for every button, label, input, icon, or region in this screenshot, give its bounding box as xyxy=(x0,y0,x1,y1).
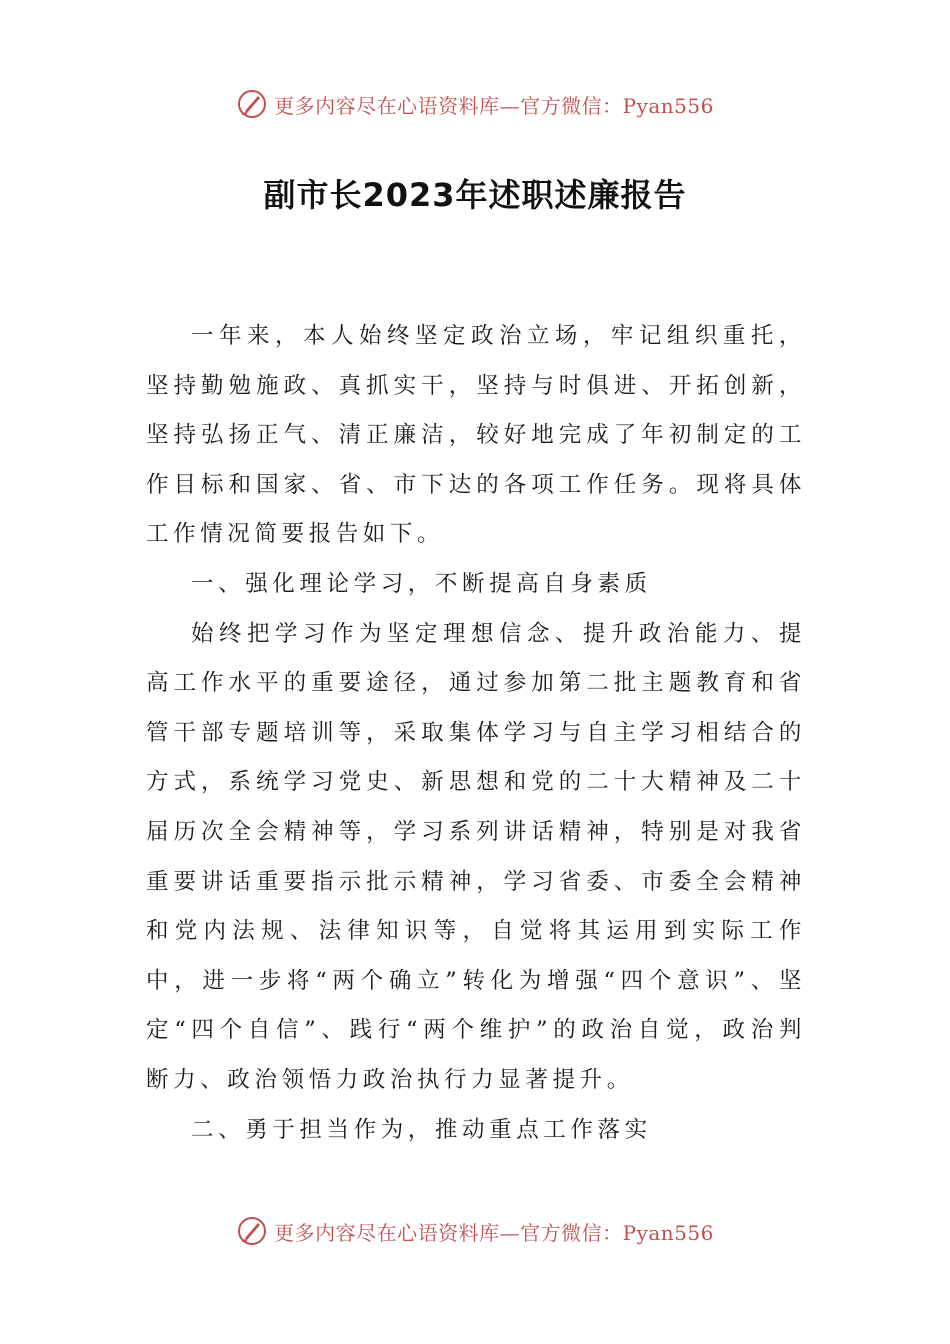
page-title: 副市长2023年述职述廉报告 xyxy=(263,176,687,214)
intro-paragraph: 一年来，本人始终坚定政治立场，牢记组织重托，坚持勤勉施政、真抓实干，坚持与时俱进、开拓创新，坚持弘扬正气、清正廉洁，较好地完成了年初制定的工作目标和国家、省、市下达的各项工作任务。现将具体工作情况简要报告如下。 xyxy=(146,323,806,548)
footer-watermark-banner xyxy=(0,1211,950,1251)
header-watermark-text: 更多内容尽在心语资料库—官方微信：Pyan556 xyxy=(274,93,714,118)
section-heading-1: 一、强化理论学习，不断提高自身素质 xyxy=(191,570,652,597)
quill-pen-icon xyxy=(236,88,268,120)
header-watermark-banner xyxy=(0,84,950,124)
footer-watermark-text: 更多内容尽在心语资料库—官方微信：Pyan556 xyxy=(274,1220,714,1245)
section-1-paragraph: 始终把学习作为坚定理想信念、提升政治能力、提高工作水平的重要途径，通过参加第二批主题教育和省管干部专题培训等，采取集体学习与自主学习相结合的方式，系统学习党史、新思想和党的二十大精神及二十届历次全会精神等，学习系列讲话精神，特别是对我省重要讲话重要指示批示精神，学习省委、市委全会精神和党内法规、法律知识等，自觉将其运用到实际工作中，进一步将“两个确立”转化为增强“四个意识”、坚定“四个自信”、践行“两个维护”的政治自觉，政治判断力、政治领悟力政治执行力显著提升。 xyxy=(146,620,806,1093)
quill-pen-icon xyxy=(236,1215,268,1247)
section-heading-2: 二、勇于担当作为，推动重点工作落实 xyxy=(191,1116,652,1143)
document-body xyxy=(146,312,806,1155)
